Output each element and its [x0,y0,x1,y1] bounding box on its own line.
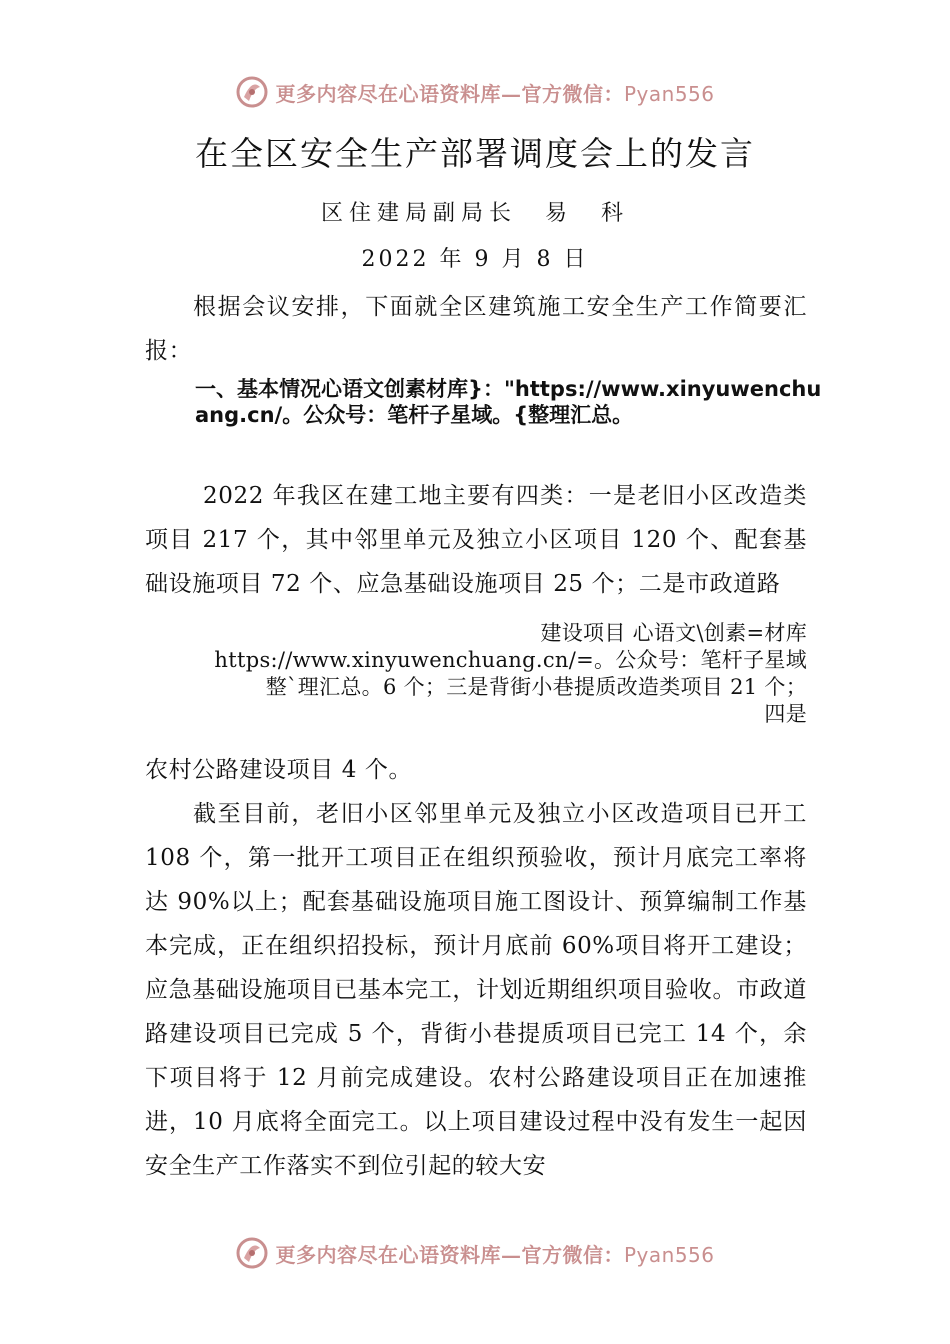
mixed-line: 四是 [764,702,807,726]
basic-paragraph: 2022 年我区在建工地主要有四类：一是老旧小区改造类项目 217 个，其中邻里单元及独立小区项目 120 个、配套基础设施项目 72 个、应急基础设施项目 25 个；二是市政道路 [145,483,807,597]
author-byline: 区住建局副局长 易 科 [320,201,629,226]
watermark-text: 更多内容尽在心语资料库—官方微信：Pyan556 [275,1242,715,1267]
progress-paragraph: 截至目前，老旧小区邻里单元及独立小区改造项目已开工 108 个，第一批开工项目正在组织预验收，预计月底完工率将达 90%以上；配套基础设施项目施工图设计、预算编制工作基本完成，正在组织招投标，预计月底前 60%项目将开工建设；应急基础设施项目已基本完工，计划近期组织项目验收。市政道路建设项目已完成 5 个，背街小巷提质项目已完工 14 个，余下项目将于 12 月前完成建设。农村公路建设项目正在加速推进，10 月底将全面完工。以上项目建设过程中没有发生一起因安全生产工作落实不到位引起的较大安 [145,801,807,1179]
watermark-top [0,72,950,112]
logo-icon [235,75,269,109]
mixed-text-block [150,620,807,728]
mixed-line: 整`理汇总。6 个；三是背街小巷提质改造类项目 21 个； [265,675,807,699]
section-heading: 一、基本情况心语文创素材库}："https://www.xinyuwenchuang.cn/。公众号：笔杆子星域。{整理汇总。 [195,377,822,427]
watermark-text: 更多内容尽在心语资料库—官方微信：Pyan556 [275,81,715,106]
document-date: 2022 年 9 月 8 日 [361,247,589,272]
mixed-line: 建设项目 心语文\创素=材库 [540,621,807,645]
mixed-line: https://www.xinyuwenchuang.cn/=。公众号：笔杆子星域 [214,648,807,672]
watermark-bottom [0,1233,950,1273]
rural-paragraph: 农村公路建设项目 4 个。 [145,757,413,783]
logo-icon [235,1236,269,1270]
document-title: 在全区安全生产部署调度会上的发言 [195,134,755,173]
intro-paragraph: 根据会议安排，下面就全区建筑施工安全生产工作简要汇报： [145,294,807,364]
